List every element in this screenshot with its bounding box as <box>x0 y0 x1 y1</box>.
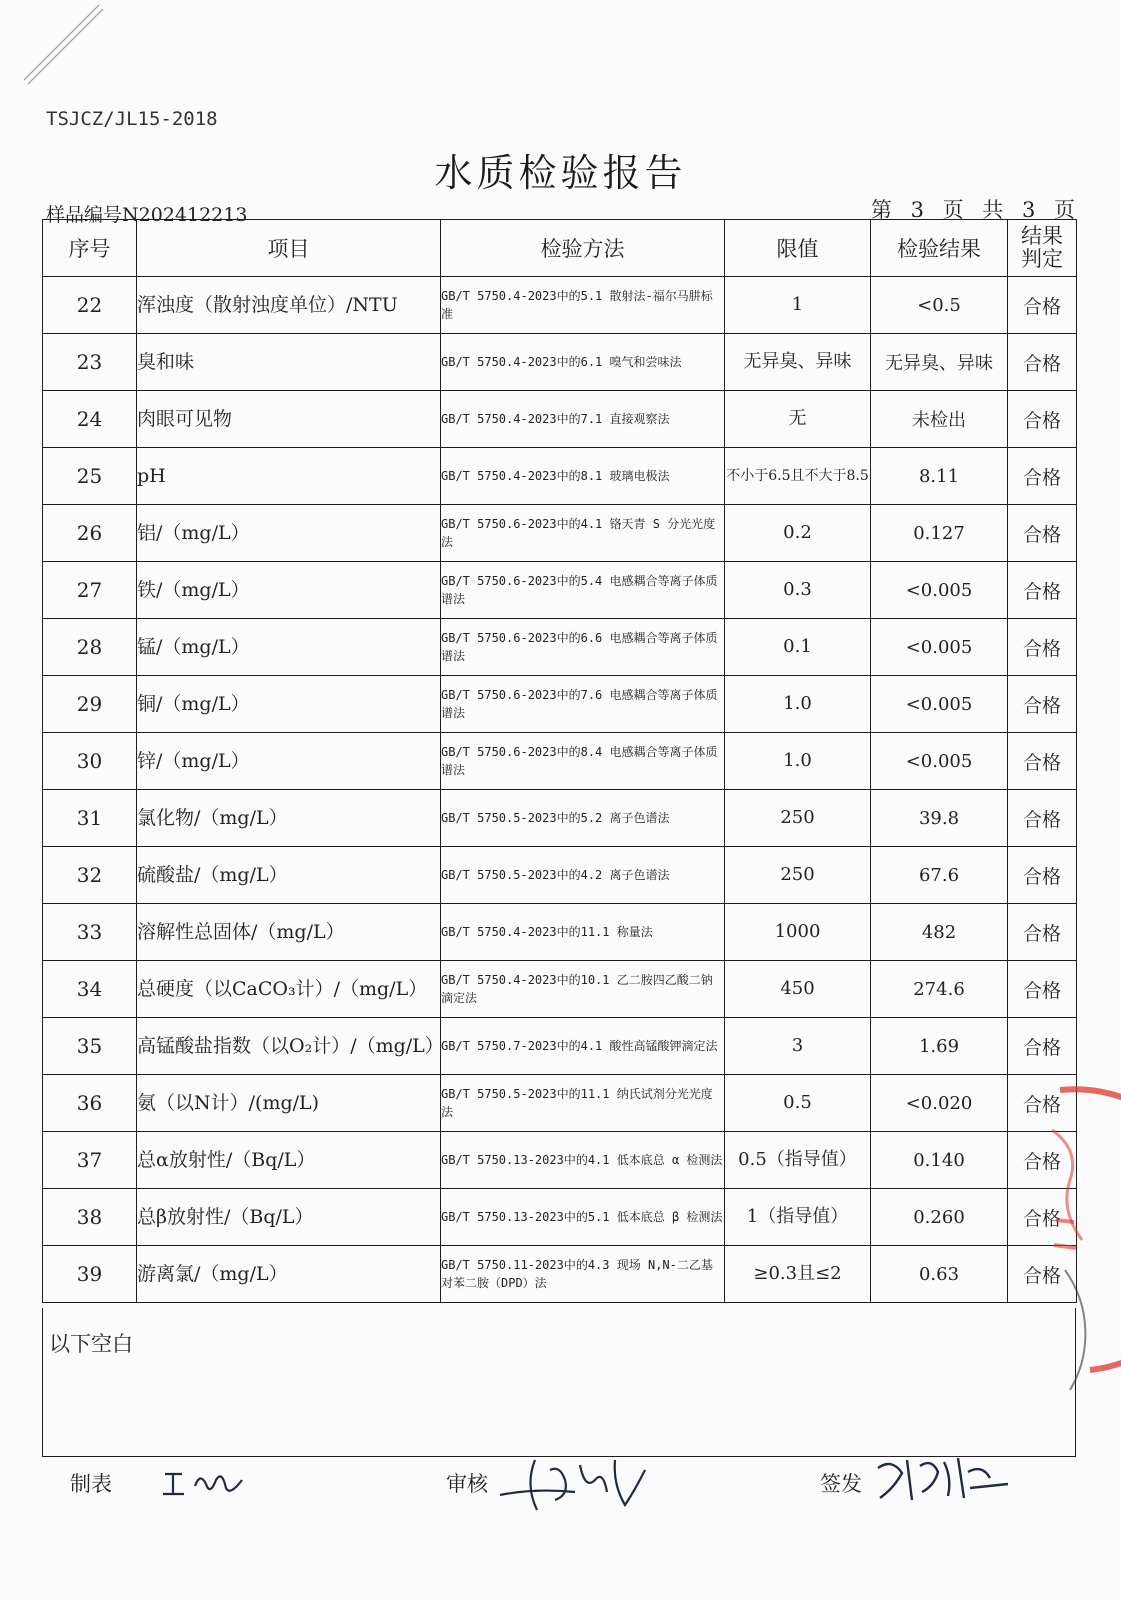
row-no: 28 <box>43 619 137 676</box>
table-row <box>43 619 1077 676</box>
row-no: 36 <box>43 1075 137 1132</box>
row-method: GB/T 5750.4-2023中的7.1 直接观察法 <box>441 391 725 448</box>
official-seal-stamp <box>1030 1070 1121 1400</box>
prepared-signature <box>160 1466 250 1502</box>
row-method: GB/T 5750.6-2023中的7.6 电感耦合等离子体质谱法 <box>441 676 725 733</box>
row-no: 37 <box>43 1132 137 1189</box>
row-result: 无异臭、异味 <box>871 334 1008 391</box>
issued-by-label: 签发 <box>820 1472 862 1496</box>
table-row <box>43 334 1077 391</box>
blank-area <box>42 1308 1076 1457</box>
header-item: 项目 <box>137 220 441 277</box>
sample-value: N202412213 <box>122 204 248 226</box>
row-method: GB/T 5750.4-2023中的6.1 嗅气和尝味法 <box>441 334 725 391</box>
row-no: 30 <box>43 733 137 790</box>
row-method: GB/T 5750.4-2023中的10.1 乙二胺四乙酸二钠滴定法 <box>441 961 725 1018</box>
row-verdict: 合格 <box>1008 961 1077 1018</box>
header-no: 序号 <box>43 220 137 277</box>
row-result: <0.005 <box>871 733 1008 790</box>
row-limit: 无 <box>725 391 871 448</box>
row-limit: 0.3 <box>725 562 871 619</box>
row-verdict: 合格 <box>1008 505 1077 562</box>
row-result: <0.020 <box>871 1075 1008 1132</box>
row-item: 浑浊度（散射浊度单位）/NTU <box>137 277 441 334</box>
row-method: GB/T 5750.4-2023中的5.1 散射法-福尔马肼标准 <box>441 277 725 334</box>
row-no: 35 <box>43 1018 137 1075</box>
row-item: 总硬度（以CaCO₃计）/（mg/L） <box>137 961 441 1018</box>
row-item: 高锰酸盐指数（以O₂计）/（mg/L） <box>137 1018 441 1075</box>
table-row <box>43 562 1077 619</box>
page-indicator: 第 3 页 共 3 页 <box>870 198 1075 222</box>
table-row <box>43 1246 1077 1303</box>
row-item: 氯化物/（mg/L） <box>137 790 441 847</box>
row-item: 锰/（mg/L） <box>137 619 441 676</box>
table-row <box>43 733 1077 790</box>
table-row <box>43 1075 1077 1132</box>
row-method: GB/T 5750.6-2023中的6.6 电感耦合等离子体质谱法 <box>441 619 725 676</box>
row-no: 26 <box>43 505 137 562</box>
row-item: 臭和味 <box>137 334 441 391</box>
inspection-table <box>42 219 1077 1303</box>
row-method: GB/T 5750.5-2023中的11.1 纳氏试剂分光光度法 <box>441 1075 725 1132</box>
header-limit: 限值 <box>725 220 871 277</box>
row-limit: 250 <box>725 847 871 904</box>
row-no: 38 <box>43 1189 137 1246</box>
table-row <box>43 1189 1077 1246</box>
row-verdict: 合格 <box>1008 904 1077 961</box>
row-method: GB/T 5750.4-2023中的11.1 称量法 <box>441 904 725 961</box>
issued-signature <box>872 1448 1012 1508</box>
table-row <box>43 1132 1077 1189</box>
table-row <box>43 790 1077 847</box>
row-method: GB/T 5750.6-2023中的5.4 电感耦合等离子体质谱法 <box>441 562 725 619</box>
row-verdict: 合格 <box>1008 1132 1077 1189</box>
row-item: 铁/（mg/L） <box>137 562 441 619</box>
row-result: 0.63 <box>871 1246 1008 1303</box>
row-method: GB/T 5750.11-2023中的4.3 现场 N,N-二乙基对苯二胺（DPD）法 <box>441 1246 725 1303</box>
table-row <box>43 904 1077 961</box>
header-verdict-line2: 判定 <box>1021 247 1063 271</box>
corner-scan-mark <box>14 0 104 90</box>
row-limit: 1000 <box>725 904 871 961</box>
row-item: 硫酸盐/（mg/L） <box>137 847 441 904</box>
row-no: 27 <box>43 562 137 619</box>
row-verdict: 合格 <box>1008 1075 1077 1132</box>
row-item: 游离氯/（mg/L） <box>137 1246 441 1303</box>
row-verdict: 合格 <box>1008 277 1077 334</box>
reviewed-signature <box>495 1450 655 1520</box>
row-no: 31 <box>43 790 137 847</box>
row-result: <0.005 <box>871 619 1008 676</box>
row-result: 274.6 <box>871 961 1008 1018</box>
row-method: GB/T 5750.6-2023中的8.4 电感耦合等离子体质谱法 <box>441 733 725 790</box>
row-item: 肉眼可见物 <box>137 391 441 448</box>
row-limit: 0.1 <box>725 619 871 676</box>
row-limit: 1.0 <box>725 676 871 733</box>
row-method: GB/T 5750.5-2023中的5.2 离子色谱法 <box>441 790 725 847</box>
row-result: 0.260 <box>871 1189 1008 1246</box>
row-result: 482 <box>871 904 1008 961</box>
row-item: 溶解性总固体/（mg/L） <box>137 904 441 961</box>
row-verdict: 合格 <box>1008 733 1077 790</box>
row-limit: ≥0.3且≤2 <box>725 1246 871 1303</box>
table-row <box>43 391 1077 448</box>
row-limit: 0.2 <box>725 505 871 562</box>
table-row <box>43 1018 1077 1075</box>
row-verdict: 合格 <box>1008 334 1077 391</box>
row-method: GB/T 5750.4-2023中的8.1 玻璃电极法 <box>441 448 725 505</box>
row-result: 1.69 <box>871 1018 1008 1075</box>
row-verdict: 合格 <box>1008 562 1077 619</box>
row-verdict: 合格 <box>1008 1246 1077 1303</box>
row-no: 33 <box>43 904 137 961</box>
header-method: 检验方法 <box>441 220 725 277</box>
row-verdict: 合格 <box>1008 1018 1077 1075</box>
row-no: 29 <box>43 676 137 733</box>
row-no: 39 <box>43 1246 137 1303</box>
table-row <box>43 676 1077 733</box>
row-method: GB/T 5750.7-2023中的4.1 酸性高锰酸钾滴定法 <box>441 1018 725 1075</box>
row-limit: 1 <box>725 277 871 334</box>
row-limit: 不小于6.5且不大于8.5 <box>725 448 871 505</box>
row-item: 铜/（mg/L） <box>137 676 441 733</box>
row-item: 总β放射性/（Bq/L） <box>137 1189 441 1246</box>
blank-note: 以下空白 <box>49 1332 133 1356</box>
header-result: 检验结果 <box>871 220 1008 277</box>
row-result: <0.005 <box>871 562 1008 619</box>
row-no: 24 <box>43 391 137 448</box>
row-method: GB/T 5750.5-2023中的4.2 离子色谱法 <box>441 847 725 904</box>
row-limit: 无异臭、异味 <box>725 334 871 391</box>
row-result: 未检出 <box>871 391 1008 448</box>
row-result: 8.11 <box>871 448 1008 505</box>
table-row <box>43 448 1077 505</box>
row-verdict: 合格 <box>1008 619 1077 676</box>
row-result: 67.6 <box>871 847 1008 904</box>
row-no: 34 <box>43 961 137 1018</box>
row-verdict: 合格 <box>1008 391 1077 448</box>
table-row <box>43 847 1077 904</box>
row-no: 23 <box>43 334 137 391</box>
table-row <box>43 961 1077 1018</box>
row-verdict: 合格 <box>1008 676 1077 733</box>
row-no: 32 <box>43 847 137 904</box>
row-limit: 1（指导值） <box>725 1189 871 1246</box>
row-verdict: 合格 <box>1008 847 1077 904</box>
reviewed-by-label: 审核 <box>446 1472 488 1496</box>
row-no: 22 <box>43 277 137 334</box>
row-limit: 0.5（指导值） <box>725 1132 871 1189</box>
row-result: 39.8 <box>871 790 1008 847</box>
row-no: 25 <box>43 448 137 505</box>
row-verdict: 合格 <box>1008 790 1077 847</box>
row-limit: 1.0 <box>725 733 871 790</box>
row-verdict: 合格 <box>1008 1189 1077 1246</box>
header-verdict <box>1008 220 1077 277</box>
table-header-row <box>43 220 1077 277</box>
row-limit: 3 <box>725 1018 871 1075</box>
row-method: GB/T 5750.6-2023中的4.1 铬天青 S 分光光度法 <box>441 505 725 562</box>
row-limit: 450 <box>725 961 871 1018</box>
row-item: 氨（以N计）/(mg/L) <box>137 1075 441 1132</box>
header-verdict-line1: 结果 <box>1021 224 1063 248</box>
row-item: 锌/（mg/L） <box>137 733 441 790</box>
row-item: 总α放射性/（Bq/L） <box>137 1132 441 1189</box>
page-title: 水质检验报告 <box>434 151 687 195</box>
row-limit: 250 <box>725 790 871 847</box>
document-code: TSJCZ/JL15-2018 <box>46 108 218 130</box>
row-result: 0.140 <box>871 1132 1008 1189</box>
row-result: <0.005 <box>871 676 1008 733</box>
row-result: <0.5 <box>871 277 1008 334</box>
row-verdict: 合格 <box>1008 448 1077 505</box>
row-item: 铝/（mg/L） <box>137 505 441 562</box>
prepared-by-label: 制表 <box>70 1472 112 1496</box>
sample-label: 样品编号 <box>46 204 123 226</box>
table-row <box>43 505 1077 562</box>
row-method: GB/T 5750.13-2023中的4.1 低本底总 α 检测法 <box>441 1132 725 1189</box>
row-result: 0.127 <box>871 505 1008 562</box>
row-limit: 0.5 <box>725 1075 871 1132</box>
table-row <box>43 277 1077 334</box>
row-method: GB/T 5750.13-2023中的5.1 低本底总 β 检测法 <box>441 1189 725 1246</box>
row-item: pH <box>137 448 441 505</box>
